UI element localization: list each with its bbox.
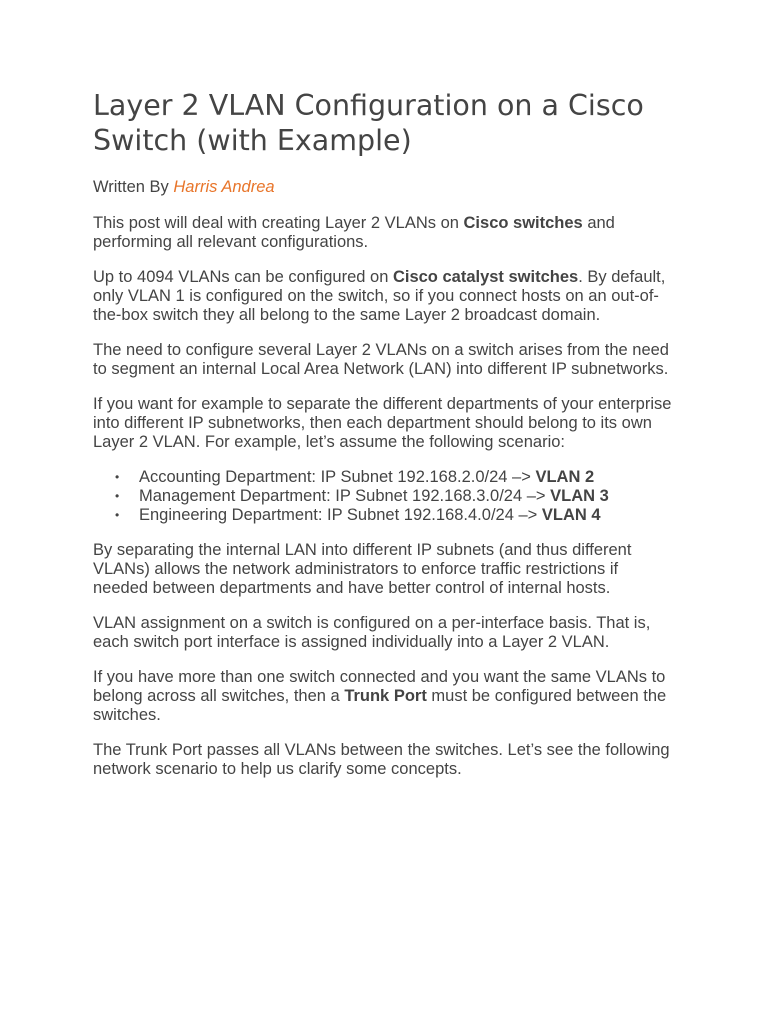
paragraph-trunk: [93, 668, 675, 725]
byline-prefix: Written By: [93, 178, 174, 196]
article-title: Layer 2 VLAN Configuration on a Cisco Switch (with Example): [93, 89, 644, 157]
paragraph-assignment: VLAN assignment on a switch is configured on a per-interface basis. That is, each switch port interface is assigned individually into a Layer 2 VLAN.: [93, 614, 651, 651]
bullet-icon: •: [115, 470, 120, 484]
department-list: [93, 468, 675, 525]
paragraph-intro: [93, 214, 675, 252]
paragraph-vlan-count-text-2: . By default, only VLAN 1 is configured on the switch, so if you connect hosts on an out-of-the-box switch they all belong to the same Layer 2 broadcast domain.: [93, 268, 666, 324]
paragraph-intro-text-1: This post will deal with creating Layer 2 VLANs on: [93, 214, 464, 232]
list-item: [115, 468, 675, 487]
bullet-icon: •: [115, 489, 120, 503]
list-item: [115, 506, 675, 525]
list-item-text: Engineering Department: IP Subnet 192.168.4.0/24 –>: [139, 506, 542, 524]
paragraph-trunk-bold: Trunk Port: [344, 687, 427, 705]
paragraph-intro-bold: Cisco switches: [463, 214, 583, 232]
paragraph-trunk-text-2: must be configured between the switches.: [93, 687, 667, 724]
paragraph-trunk-text-1: If you have more than one switch connected and you want the same VLANs to belong across all switches, then a: [93, 668, 666, 705]
author-link[interactable]: Harris Andrea: [173, 178, 275, 196]
byline: [93, 177, 675, 197]
paragraph-vlan-count-text-1: Up to 4094 VLANs can be configured on: [93, 268, 393, 286]
paragraph-vlan-count-bold: Cisco catalyst switches: [392, 268, 579, 286]
list-item: [115, 487, 675, 506]
paragraph-intro-text-2: and performing all relevant configurations.: [93, 214, 615, 251]
list-item-text: Management Department: IP Subnet 192.168.3.0/24 –>: [139, 487, 551, 505]
list-item-vlan: VLAN 2: [535, 468, 595, 486]
list-item-vlan: VLAN 4: [541, 506, 601, 524]
bullet-icon: •: [115, 508, 120, 522]
paragraph-vlan-count: [93, 268, 675, 325]
list-item-text: Accounting Department: IP Subnet 192.168.2.0/24 –>: [139, 468, 536, 486]
paragraph-separation: By separating the internal LAN into different IP subnets (and thus different VLANs) allows the network administrators to enforce traffic restrictions if needed between departments and have better control of internal hosts.: [93, 541, 632, 597]
paragraph-segment: The need to configure several Layer 2 VLANs on a switch arises from the need to segment an internal Local Area Network (LAN) into different IP subnetworks.: [93, 341, 669, 378]
paragraph-departments: If you want for example to separate the different departments of your enterprise into different IP subnetworks, then each department should belong to its own Layer 2 VLAN. For example, let’s assume the following scenario:: [93, 395, 672, 451]
paragraph-trunk-passes: The Trunk Port passes all VLANs between the switches. Let’s see the following network scenario to help us clarify some concepts.: [93, 741, 670, 778]
list-item-vlan: VLAN 3: [550, 487, 609, 505]
